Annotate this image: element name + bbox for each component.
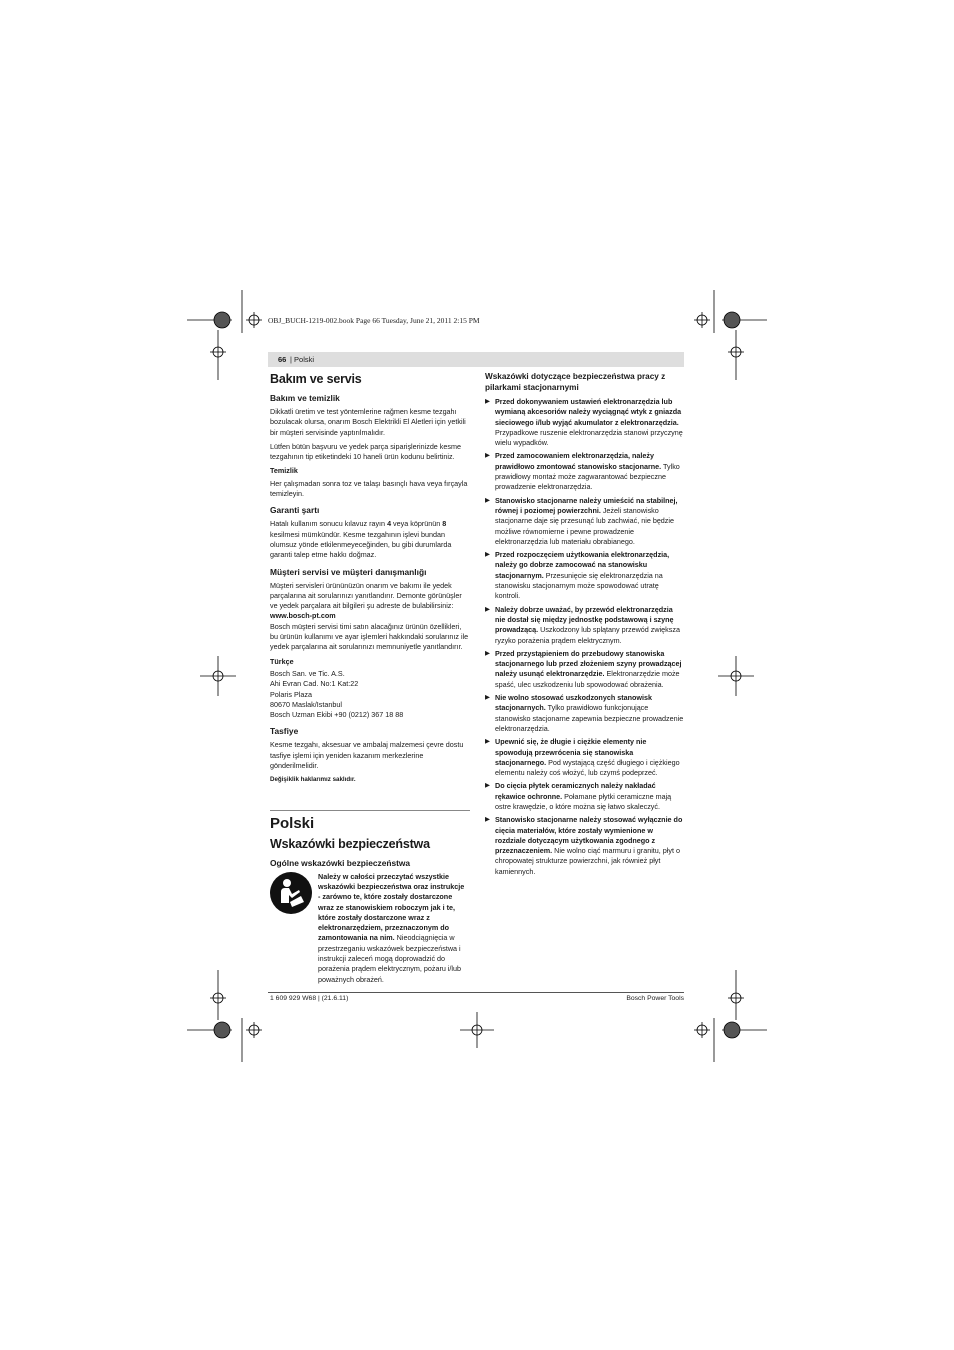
bullet-arrow-icon: ▶ [485,694,490,702]
bullet-arrow-icon: ▶ [485,605,490,613]
text: Należy w całości przeczytać wszystkie wskazówki bezpieczeństwa oraz instrukcje - zarówno te, które zostały dostarczone wraz ze stanowiskiem roboczym jak i te, które zostały dostarczone wraz z elektronarzędziem, przeznaczonym do zamontowania na nim. [318,871,465,943]
footer-code: 1 609 929 W68 | (21.6.11) [270,995,349,1002]
heading-ogolne: Ogólne wskazówki bezpieczeństwa [270,857,411,868]
bullet-bold: Przed rozpoczęciem użytkowania elektronarzędzia, należy go dobrze zamocować na stanowisku stacjonarnym. [495,550,670,580]
address-block [270,669,470,720]
bullet-text: Nie wolno ciąć marmuru i granitu, płyt o chropowatej strukturze powierzchni, jak również płyt kamiennych. [495,846,680,876]
bullet-bold: Należy dobrze uważać, by przewód elektronarzędzia nie dostał się między jednostkę podstawową i szynę prowadzącą. [495,604,674,635]
footer-brand: Bosch Power Tools [626,995,684,1002]
header-section-label: Polski [294,355,315,364]
heading-musteri: Müşteri servisi ve müşteri danışmanlığı [270,566,427,577]
bullet-arrow-icon: ▶ [485,816,490,824]
safety-bullet [485,649,684,690]
bullet-bold: Nie wolno stosować uszkodzonych stanowisk stacjonarnych. [495,693,652,713]
safety-bullet [485,693,684,734]
section-divider [270,810,470,811]
safety-bullet-list [485,397,684,877]
text: veya köprünün [391,519,443,529]
text: Nieodciągnięcia w przestrzeganiu wskazówek bezpieczeństwa i instrukcji zaleceń mogą doprowadzić do porażenia prądem elektrycznym, pożaru i/lub poważnych obrażeń. [318,933,462,984]
page-number: 66 [278,355,287,364]
bullet-text: Połamane płytki ceramiczne mają ostre krawędzie, o które można się łatwo skaleczyć. [495,791,672,811]
bullet-arrow-icon: ▶ [485,738,490,746]
text: Hatalı kullanım sonucu kılavuz rayın [270,519,388,529]
heading-temizlik: Temizlik [270,466,298,476]
bullet-bold: Przed przystąpieniem do przebudowy stanowiska stacjonarnego lub przed złożeniem szyny prowadzącej należy usunąć elektronarzędzie. [495,648,682,679]
bullet-text: Przesunięcie się elektronarzędzia na stanowisku stacjonarnym może spowodować utratę kontroli. [495,570,663,601]
heading-turkce: Türkçe [270,656,294,666]
bullet-text: Tylko prawidłowo funkcjonujące stanowisko stacjonarne zapewnia bezpieczne prowadzenie elektronarzędzia. [495,703,684,733]
bullet-text: Jeżeli stanowisko stacjonarne daje się przesunąć lub zachwiać, nie będzie możliwe równomierne i pewne prowadzenie elektronarzędzia lub materiału obrabianego. [495,505,674,546]
header-section: | Polski [290,355,315,364]
safety-bullet [485,451,684,492]
safety-bullet [485,605,684,646]
ref-number: 8 [442,519,447,529]
bullet-arrow-icon: ▶ [485,452,490,460]
bullet-bold: Stanowisko stacjonarne należy umieścić na stabilnej, równej i poziomej powierzchni. [495,495,678,515]
safety-bullet [485,815,684,877]
heading-garanti: Garanti şartı [270,505,320,516]
bullet-bold: Przed dokonywaniem ustawień elektronarzędzia lub wymianą akcesoriów należy wyciągnąć wtyk z gniazda sieciowego i/lub wyjąć akumulator z elektronarzędzia. [495,397,682,427]
bullet-bold: Upewnić się, że długie i ciężkie elementy nie spowodują przewrócenia się stanowiska stacjonarnego. [495,737,647,767]
paragraph-garanti [270,519,470,560]
bullet-text: Pod wystającą część długiego i ciężkiego elementu należy coś włożyć, lub czymś podeprzeć. [495,757,680,778]
bullet-bold: Do cięcia płytek ceramicznych należy nakładać rękawice ochronne. [495,781,656,801]
address-line: Bosch San. ve Tic. A.S. [270,668,345,678]
bullet-arrow-icon: ▶ [485,496,490,504]
bullet-bold: Stanowisko stacjonarne należy stosować wyłącznie do cięcia materiałów, które zostały wymienione w rozdziale dotyczącym użytkowania zgodnego z przeznaczeniem. [495,815,683,856]
paragraph: Lütfen bütün başvuru ve yedek parça siparişlerinizde kesme tezgahının tip etiketindeki 10 haneli ürün kodunu belirtiniz. [270,441,461,462]
safety-bullet [485,737,684,778]
heading-wskazowki: Wskazówki bezpieczeństwa [270,836,430,851]
text: kesilmesi mümkündür. Kesme tezgahının işlevi bundan olumsuz yönde etkilenmeyeceğinden, bu gibi durumlarda garanti talep etme hakkı doğmaz. [270,529,452,560]
bullet-arrow-icon: ▶ [485,782,490,790]
website-link[interactable]: www.bosch-pt.com [270,611,336,621]
safety-bullet [485,781,684,812]
heading-bakim: Bakım ve servis [270,372,362,386]
bullet-text: Przypadkowe ruszenie elektronarzędzia stanowi przyczynę wielu wypadków. [495,427,683,448]
heading-pilarki: Wskazówki dotyczące bezpieczeństwa pracy z pilarkami stacjonarnymi [485,372,666,392]
bullet-text: Uszkodzony lub splątany przewód zwiększa ryzyko porażenia prądem elektrycznym. [495,625,680,645]
general-warning [270,872,470,985]
address-line: Bosch Uzman Ekibi +90 (0212) 367 18 88 [270,710,404,720]
safety-bullet [485,550,684,601]
heading-polski: Polski [270,814,315,832]
bullet-text: Tylko prawidłowy montaż może zagwarantować bezpieczne prowadzenie elektronarzędzia. [495,461,680,492]
bullet-arrow-icon: ▶ [485,551,490,559]
page-header-bar [268,352,684,367]
heading-bakim-temizlik: Bakım ve temizlik [270,393,340,403]
print-slug: OBJ_BUCH-1219-002.book Page 66 Tuesday, June 21, 2011 2:15 PM [268,316,480,325]
bullet-bold: Przed zamocowaniem elektronarzędzia, należy prawidłowo zmontować stanowisko stacjonarne. [495,451,662,471]
left-column [270,372,470,985]
heading-tasfiye: Tasfiye [270,726,299,737]
right-column [485,372,684,880]
bullet-arrow-icon: ▶ [485,398,490,405]
warning-text [318,872,468,985]
bullet-text: Elektronarzędzie może spaść, ulec uszkodzeniu lub spowodować obrażenia. [495,669,680,689]
notice: Değişiklik haklarımız saklıdır. [270,776,356,784]
paragraph: Bosch müşteri servisi timi satın alacağınız ürünün özellikleri, bu ürünün kullanımı ve ayar işlemleri hakkındaki sorularınız ile yedek parçalarına ait sorularınızı memnuniyetle yanıtlandırır. [270,621,469,652]
address-line: Ahi Evran Cad. No:1 Kat:22 [270,679,359,689]
bullet-arrow-icon: ▶ [485,649,490,657]
paragraph: Kesme tezgahı, aksesuar ve ambalaj malzemesi çevre dostu tasfiye işlemi için yeniden kazanım merkezlerine gönderilmelidir. [270,740,464,771]
safety-bullet [485,397,684,448]
footer-rule [268,992,684,993]
read-manual-icon [270,872,312,914]
text: Müşteri servisleri ürününüzün onarım ve bakımı ile yedek parçalarına ait sorularınızı yanıtlandırır. Demonte görünüşler ve yedek parçalara ait bilgileri şu adreste de bulabilirsiniz: [270,580,462,611]
paragraph [270,581,470,622]
address-line: Polaris Plaza [270,689,312,699]
paragraph: Her çalışmadan sonra toz ve talaşı basınçlı hava veya fırçayla temizleyin. [270,478,468,499]
safety-bullet [485,496,684,547]
paragraph: Dikkatli üretim ve test yöntemlerine rağmen kesme tezgahı bozulacak olursa, onarım Bosch Elektrikli El Aletleri için yetkili bir müşteri servisinde yaptırılmalıdır. [270,407,466,437]
ref-number: 4 [387,519,392,529]
address-line: 80670 Maslak/Istanbul [270,699,342,709]
